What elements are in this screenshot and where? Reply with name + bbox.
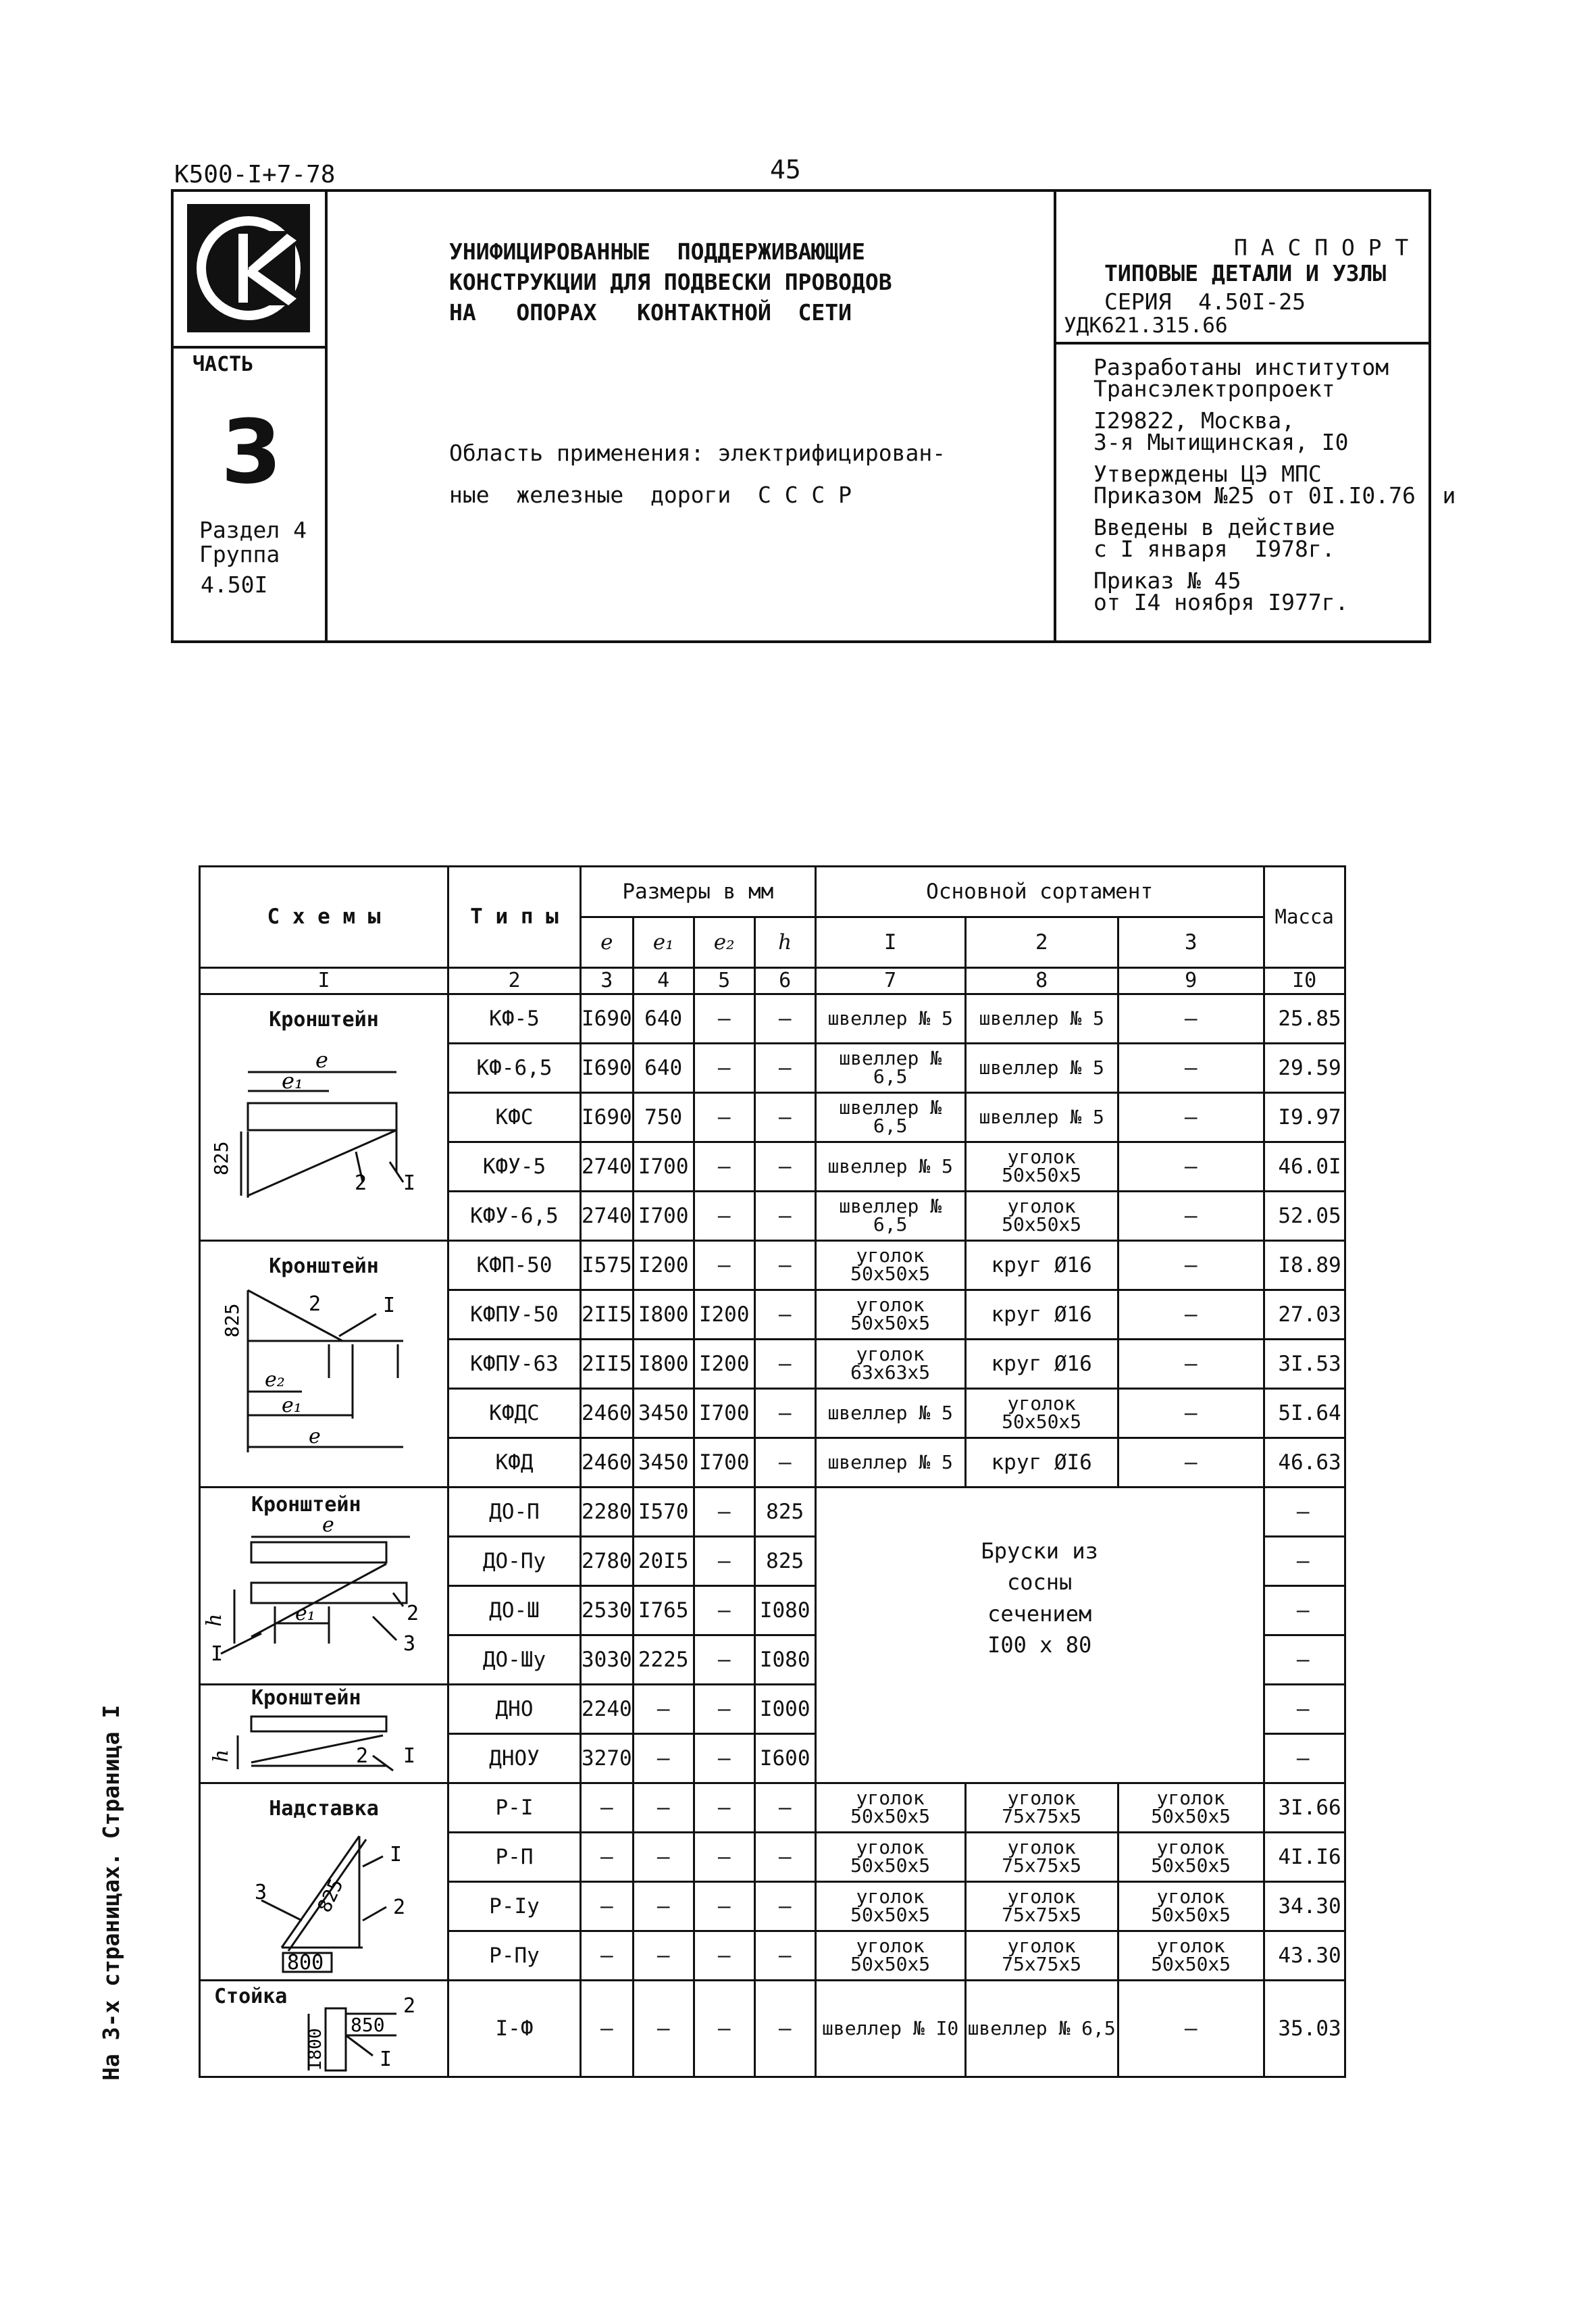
- header-mass: Масса: [1264, 867, 1345, 968]
- dim-cell: I200: [633, 1241, 694, 1290]
- dim-cell: –: [754, 1142, 815, 1192]
- scheme-title: Кронштейн: [269, 1008, 379, 1032]
- type-cell: ДО-Пу: [448, 1537, 581, 1586]
- dim-label: h: [203, 1613, 226, 1627]
- dim-label: I: [383, 1294, 396, 1317]
- scheme-cell: [200, 1685, 448, 1783]
- table-row: [200, 1488, 1345, 1537]
- dim-label: 825: [210, 1141, 232, 1175]
- type-cell: ДО-Ш: [448, 1586, 581, 1635]
- group-label: Группа: [199, 541, 280, 567]
- page-number: 45: [770, 155, 801, 184]
- scheme-title: Кронштейн: [251, 1493, 361, 1517]
- scope-line: ные железные дороги С С С Р: [449, 482, 852, 508]
- dim-cell: –: [754, 1389, 815, 1438]
- divider: [174, 346, 325, 349]
- table-row: [200, 1981, 1345, 2077]
- dim-cell: –: [754, 1783, 815, 1833]
- dim-label: e₂: [265, 1368, 285, 1392]
- type-cell: ДНОУ: [448, 1734, 581, 1783]
- table-row: [200, 1241, 1345, 1290]
- bracket-scheme-diagram: [201, 1030, 444, 1206]
- dim-cell: 640: [633, 1044, 694, 1093]
- sortament-cell: швеллер № 5: [815, 1142, 965, 1192]
- sortament-cell: –: [1118, 1044, 1264, 1093]
- dim-label: I: [380, 2048, 392, 2071]
- dim-cell: I080: [754, 1586, 815, 1635]
- sortament-cell: швеллер № 6,5: [815, 1044, 965, 1093]
- passport-title: П А С П О Р Т: [1234, 234, 1409, 261]
- dim-cell: 2II5: [581, 1340, 634, 1389]
- mass-cell: I8.89: [1264, 1241, 1345, 1290]
- dim-cell: –: [633, 1734, 694, 1783]
- dim-label: 3: [403, 1632, 416, 1656]
- type-cell: Р-I: [448, 1783, 581, 1833]
- dim-cell: I200: [694, 1340, 754, 1389]
- info-line: I29822, Москва,: [1093, 407, 1295, 434]
- dim-cell: I700: [633, 1192, 694, 1241]
- col-number: I0: [1264, 968, 1345, 994]
- dim-cell: I700: [633, 1142, 694, 1192]
- document-code: К500-I+7-78: [174, 161, 336, 188]
- mass-cell: –: [1264, 1586, 1345, 1635]
- dim-cell: 750: [633, 1093, 694, 1142]
- dim-cell: –: [694, 1635, 754, 1685]
- dim-cell: –: [754, 1438, 815, 1488]
- dim-label: I: [390, 1843, 403, 1866]
- sortament-cell: –: [1118, 1192, 1264, 1241]
- type-cell: КФС: [448, 1093, 581, 1142]
- part-number: 3: [221, 401, 282, 503]
- dim-cell: –: [694, 1142, 754, 1192]
- mass-cell: 35.03: [1264, 1981, 1345, 2077]
- dim-cell: I765: [633, 1586, 694, 1635]
- dim-label: e: [322, 1513, 334, 1537]
- mass-cell: 27.03: [1264, 1290, 1345, 1340]
- dim-cell: –: [581, 1931, 634, 1981]
- sortament-cell: круг Ø16: [965, 1340, 1118, 1389]
- timber-note-cell: [815, 1488, 1264, 1783]
- dim-cell: –: [694, 1586, 754, 1635]
- dim-cell: –: [694, 1241, 754, 1290]
- dim-cell: I690: [581, 1044, 634, 1093]
- dim-label: I800: [305, 2028, 326, 2070]
- sortament-cell: швеллер № 5: [815, 994, 965, 1044]
- dim-cell: –: [694, 1685, 754, 1734]
- dim-cell: –: [754, 1192, 815, 1241]
- sortament-cell: уголок 50х50х5: [1118, 1931, 1264, 1981]
- mass-cell: 3I.66: [1264, 1783, 1345, 1833]
- col-number: 6: [754, 968, 815, 994]
- sort-col-2: 2: [965, 917, 1118, 968]
- title-line: УНИФИЦИРОВАННЫЕ ПОДДЕРЖИВАЮЩИЕ: [449, 238, 865, 265]
- dim-label: 825: [221, 1303, 243, 1338]
- dim-cell: 640: [633, 994, 694, 1044]
- extension-scheme-diagram: [201, 1819, 444, 1975]
- col-number: 9: [1118, 968, 1264, 994]
- type-cell: КФУ-5: [448, 1142, 581, 1192]
- divider: [1054, 342, 1428, 345]
- dim-label: I: [403, 1171, 416, 1195]
- col-number: 3: [581, 968, 634, 994]
- mass-cell: –: [1264, 1635, 1345, 1685]
- sortament-cell: круг ØI6: [965, 1438, 1118, 1488]
- dim-cell: 2280: [581, 1488, 634, 1537]
- type-cell: КФ-5: [448, 994, 581, 1044]
- type-cell: Р-Пу: [448, 1931, 581, 1981]
- dim-cell: I800: [633, 1290, 694, 1340]
- mass-cell: 4I.I6: [1264, 1833, 1345, 1882]
- dim-cell: 2740: [581, 1192, 634, 1241]
- dim-label: 2: [403, 1994, 416, 2018]
- dim-label: e₁: [295, 1602, 315, 1625]
- dim-cell: –: [633, 1833, 694, 1882]
- side-note: На 3-х страницах. Страница I: [98, 1704, 124, 2081]
- sort-col-3: 3: [1118, 917, 1264, 968]
- dim-label: h: [209, 1749, 233, 1762]
- col-number: 2: [448, 968, 581, 994]
- info-line: Разработаны институтом: [1093, 354, 1389, 380]
- dim-cell: I575: [581, 1241, 634, 1290]
- dim-cell: –: [754, 1241, 815, 1290]
- timber-note-line: сосны: [1006, 1569, 1073, 1596]
- mass-cell: –: [1264, 1488, 1345, 1537]
- type-cell: КФУ-6,5: [448, 1192, 581, 1241]
- type-cell: Р-Iу: [448, 1882, 581, 1931]
- type-cell: КФД: [448, 1438, 581, 1488]
- dim-label: e: [309, 1425, 321, 1448]
- dim-cell: –: [581, 1882, 634, 1931]
- dim-label: 2: [356, 1744, 369, 1768]
- sortament-cell: швеллер № 6,5: [815, 1192, 965, 1241]
- sortament-cell: круг Ø16: [965, 1290, 1118, 1340]
- info-line: Приказ № 45: [1093, 567, 1241, 594]
- dim-label: 3: [255, 1881, 267, 1904]
- dim-cell: I700: [694, 1389, 754, 1438]
- dim-label: e: [315, 1047, 328, 1073]
- dim-cell: –: [754, 1044, 815, 1093]
- dim-label: 2: [393, 1896, 406, 1919]
- dim-cell: –: [694, 1734, 754, 1783]
- sortament-cell: уголок 50х50х5: [1118, 1882, 1264, 1931]
- sortament-cell: швеллер № 6,5: [965, 1981, 1118, 2077]
- sortament-cell: уголок 50х50х5: [815, 1833, 965, 1882]
- table-row: [200, 994, 1345, 1044]
- dim-label: I: [403, 1744, 416, 1768]
- group-code: 4.50I: [201, 571, 268, 598]
- dim-cell: –: [581, 1981, 634, 2077]
- dim-cell: 2240: [581, 1685, 634, 1734]
- dim-label: 800: [287, 1951, 324, 1975]
- dim-cell: –: [694, 1192, 754, 1241]
- divider: [325, 192, 328, 640]
- sortament-cell: уголок 50х50х5: [965, 1389, 1118, 1438]
- sortament-cell: уголок 50х50х5: [1118, 1833, 1264, 1882]
- scheme-title: Стойка: [214, 1985, 288, 2008]
- mass-cell: 46.63: [1264, 1438, 1345, 1488]
- col-number: I: [200, 968, 448, 994]
- dim-cell: 3030: [581, 1635, 634, 1685]
- dim-cell: I200: [694, 1290, 754, 1340]
- dim-cell: I800: [633, 1340, 694, 1389]
- header-schemes: С х е м ы: [200, 867, 448, 968]
- type-cell: ДО-П: [448, 1488, 581, 1537]
- info-line: 3-я Мытищинская, I0: [1093, 429, 1349, 455]
- dim-cell: –: [633, 1981, 694, 2077]
- type-cell: Р-П: [448, 1833, 581, 1882]
- dim-cell: 2530: [581, 1586, 634, 1635]
- dim-label: 2: [407, 1602, 419, 1625]
- dim-cell: –: [633, 1931, 694, 1981]
- dim-cell: 825: [754, 1537, 815, 1586]
- dim-cell: 3450: [633, 1438, 694, 1488]
- col-number: 7: [815, 968, 965, 994]
- scheme-title: Надставка: [269, 1797, 379, 1821]
- mass-cell: –: [1264, 1537, 1345, 1586]
- bracket-scheme-diagram: [201, 1277, 444, 1459]
- sortament-cell: уголок 75х75х5: [965, 1882, 1118, 1931]
- dim-col-h: h: [754, 917, 815, 968]
- dim-label: e₁: [282, 1068, 303, 1094]
- type-cell: КФПУ-50: [448, 1290, 581, 1340]
- dim-cell: –: [694, 1833, 754, 1882]
- title-line: КОНСТРУКЦИИ ДЛЯ ПОДВЕСКИ ПРОВОДОВ: [449, 269, 892, 295]
- dim-cell: –: [581, 1783, 634, 1833]
- sortament-cell: уголок 50х50х5: [815, 1290, 965, 1340]
- type-cell: ДНО: [448, 1685, 581, 1734]
- type-cell: КФДС: [448, 1389, 581, 1438]
- udc-code: УДК621.315.66: [1064, 313, 1228, 338]
- dim-cell: 3450: [633, 1389, 694, 1438]
- mass-cell: 3I.53: [1264, 1340, 1345, 1389]
- type-cell: I-Ф: [448, 1981, 581, 2077]
- mass-cell: 46.0I: [1264, 1142, 1345, 1192]
- sortament-cell: –: [1118, 1142, 1264, 1192]
- sortament-cell: уголок 50х50х5: [815, 1882, 965, 1931]
- mass-cell: 5I.64: [1264, 1389, 1345, 1438]
- sortament-cell: уголок 75х75х5: [965, 1833, 1118, 1882]
- scheme-cell: [200, 994, 448, 1241]
- dim-cell: 2225: [633, 1635, 694, 1685]
- sortament-cell: –: [1118, 1438, 1264, 1488]
- dim-cell: 20I5: [633, 1537, 694, 1586]
- dim-cell: –: [581, 1833, 634, 1882]
- sortament-cell: швеллер № 5: [815, 1389, 965, 1438]
- timber-note-line: Бруски из: [981, 1538, 1098, 1564]
- dim-cell: –: [694, 1882, 754, 1931]
- sortament-cell: –: [1118, 1241, 1264, 1290]
- passport-line: ТИПОВЫЕ ДЕТАЛИ И УЗЛЫ: [1104, 260, 1387, 286]
- dim-cell: 2460: [581, 1389, 634, 1438]
- dim-cell: I700: [694, 1438, 754, 1488]
- info-line: Утверждены ЦЭ МПС: [1093, 461, 1322, 487]
- sortament-cell: –: [1118, 1290, 1264, 1340]
- dim-cell: –: [754, 1833, 815, 1882]
- dim-col-e: e: [581, 917, 634, 968]
- mass-cell: 25.85: [1264, 994, 1345, 1044]
- scheme-cell: [200, 1783, 448, 1981]
- info-line: Введены в действие: [1093, 514, 1335, 540]
- dim-cell: 2740: [581, 1142, 634, 1192]
- dim-cell: –: [754, 1981, 815, 2077]
- dim-cell: –: [694, 1093, 754, 1142]
- beam-scheme-diagram: [201, 1708, 444, 1776]
- dim-col-e1: e₁: [633, 917, 694, 968]
- sortament-cell: уголок 50х50х5: [1118, 1783, 1264, 1833]
- col-number: 5: [694, 968, 754, 994]
- dim-label: 850: [351, 2014, 385, 2036]
- dim-cell: –: [694, 1488, 754, 1537]
- dim-cell: I600: [754, 1734, 815, 1783]
- sortament-cell: –: [1118, 1340, 1264, 1389]
- type-cell: КФПУ-63: [448, 1340, 581, 1389]
- dim-cell: I570: [633, 1488, 694, 1537]
- passport-line: СЕРИЯ 4.50I-25: [1104, 288, 1306, 315]
- mass-cell: –: [1264, 1734, 1345, 1783]
- sortament-cell: –: [1118, 1093, 1264, 1142]
- dim-label: e₁: [282, 1394, 302, 1417]
- mass-cell: 52.05: [1264, 1192, 1345, 1241]
- scheme-cell: [200, 1241, 448, 1488]
- sortament-cell: уголок 50х50х5: [815, 1783, 965, 1833]
- dim-cell: –: [754, 1093, 815, 1142]
- sortament-cell: круг Ø16: [965, 1241, 1118, 1290]
- header-dimensions: Размеры в мм: [581, 867, 816, 917]
- dim-cell: I000: [754, 1685, 815, 1734]
- col-number: 8: [965, 968, 1118, 994]
- col-number: 4: [633, 968, 694, 994]
- sortament-cell: –: [1118, 1389, 1264, 1438]
- mass-cell: 34.30: [1264, 1882, 1345, 1931]
- type-cell: КФ-6,5: [448, 1044, 581, 1093]
- mass-cell: –: [1264, 1685, 1345, 1734]
- sort-col-1: I: [815, 917, 965, 968]
- sortament-cell: швеллер № 5: [965, 1093, 1118, 1142]
- dim-cell: 2460: [581, 1438, 634, 1488]
- scheme-cell: [200, 1488, 448, 1685]
- mass-cell: 43.30: [1264, 1931, 1345, 1981]
- dim-cell: –: [754, 1931, 815, 1981]
- mass-cell: 29.59: [1264, 1044, 1345, 1093]
- sortament-cell: уголок 75х75х5: [965, 1783, 1118, 1833]
- dim-label: 2: [309, 1292, 321, 1316]
- divider: [1054, 192, 1056, 640]
- header-sortament: Основной сортамент: [815, 867, 1264, 917]
- sortament-cell: швеллер № 5: [965, 994, 1118, 1044]
- sortament-cell: швеллер № 5: [965, 1044, 1118, 1093]
- timber-note-line: I00 х 80: [987, 1632, 1092, 1658]
- specification-table: [199, 865, 1346, 2078]
- info-line: от I4 ноября I977г.: [1093, 589, 1349, 615]
- dim-cell: –: [754, 1340, 815, 1389]
- dim-label: I: [211, 1642, 224, 1666]
- dim-cell: –: [633, 1783, 694, 1833]
- sortament-cell: швеллер № 6,5: [815, 1093, 965, 1142]
- sortament-cell: уголок 75х75х5: [965, 1931, 1118, 1981]
- sortament-cell: уголок 50х50х5: [815, 1931, 965, 1981]
- dim-cell: 825: [754, 1488, 815, 1537]
- sortament-cell: швеллер № 5: [815, 1438, 965, 1488]
- dim-cell: I080: [754, 1635, 815, 1685]
- dim-label: 2: [355, 1171, 367, 1195]
- sortament-cell: уголок 63х63х5: [815, 1340, 965, 1389]
- dim-cell: I690: [581, 1093, 634, 1142]
- sortament-cell: уголок 50х50х5: [965, 1142, 1118, 1192]
- beam-scheme-diagram: [201, 1515, 444, 1664]
- scheme-cell: [200, 1981, 448, 2077]
- dim-label: 825: [313, 1875, 348, 1916]
- dim-cell: –: [694, 1783, 754, 1833]
- dim-cell: –: [754, 1290, 815, 1340]
- type-cell: ДО-Шу: [448, 1635, 581, 1685]
- dim-cell: –: [694, 994, 754, 1044]
- part-label: ЧАСТЬ: [192, 353, 254, 376]
- title-block: [171, 189, 1456, 643]
- type-cell: КФП-50: [448, 1241, 581, 1290]
- scheme-title: Кронштейн: [251, 1686, 361, 1710]
- sortament-cell: уголок 50х50х5: [965, 1192, 1118, 1241]
- dim-cell: –: [694, 1044, 754, 1093]
- dim-cell: 2780: [581, 1537, 634, 1586]
- dim-cell: I690: [581, 994, 634, 1044]
- dim-cell: 3270: [581, 1734, 634, 1783]
- section-label: Раздел 4: [199, 517, 307, 543]
- info-line: Приказом №25 от 0I.I0.76 и: [1093, 482, 1456, 509]
- info-line: Трансэлектропроект: [1093, 376, 1335, 402]
- dim-cell: –: [754, 1882, 815, 1931]
- dim-cell: –: [694, 1981, 754, 2077]
- mass-cell: I9.97: [1264, 1093, 1345, 1142]
- dim-col-e2: e₂: [694, 917, 754, 968]
- header-types: Т и п ы: [448, 867, 581, 968]
- ck-logo-icon: [187, 204, 310, 335]
- timber-note-line: сечением: [987, 1600, 1092, 1627]
- dim-cell: –: [694, 1537, 754, 1586]
- scheme-title: Кронштейн: [269, 1254, 379, 1278]
- dim-cell: –: [754, 994, 815, 1044]
- info-line: с I января I978г.: [1093, 536, 1335, 562]
- sortament-cell: –: [1118, 1981, 1264, 2077]
- sortament-cell: уголок 50х50х5: [815, 1241, 965, 1290]
- scope-line: Область применения: электрифицирован-: [449, 440, 946, 466]
- sortament-cell: –: [1118, 994, 1264, 1044]
- table-row: [200, 1783, 1345, 1833]
- dim-cell: –: [633, 1882, 694, 1931]
- dim-cell: 2II5: [581, 1290, 634, 1340]
- dim-cell: –: [633, 1685, 694, 1734]
- title-line: НА ОПОРАХ КОНТАКТНОЙ СЕТИ: [449, 299, 852, 326]
- sortament-cell: швеллер № I0: [815, 1981, 965, 2077]
- dim-cell: –: [694, 1931, 754, 1981]
